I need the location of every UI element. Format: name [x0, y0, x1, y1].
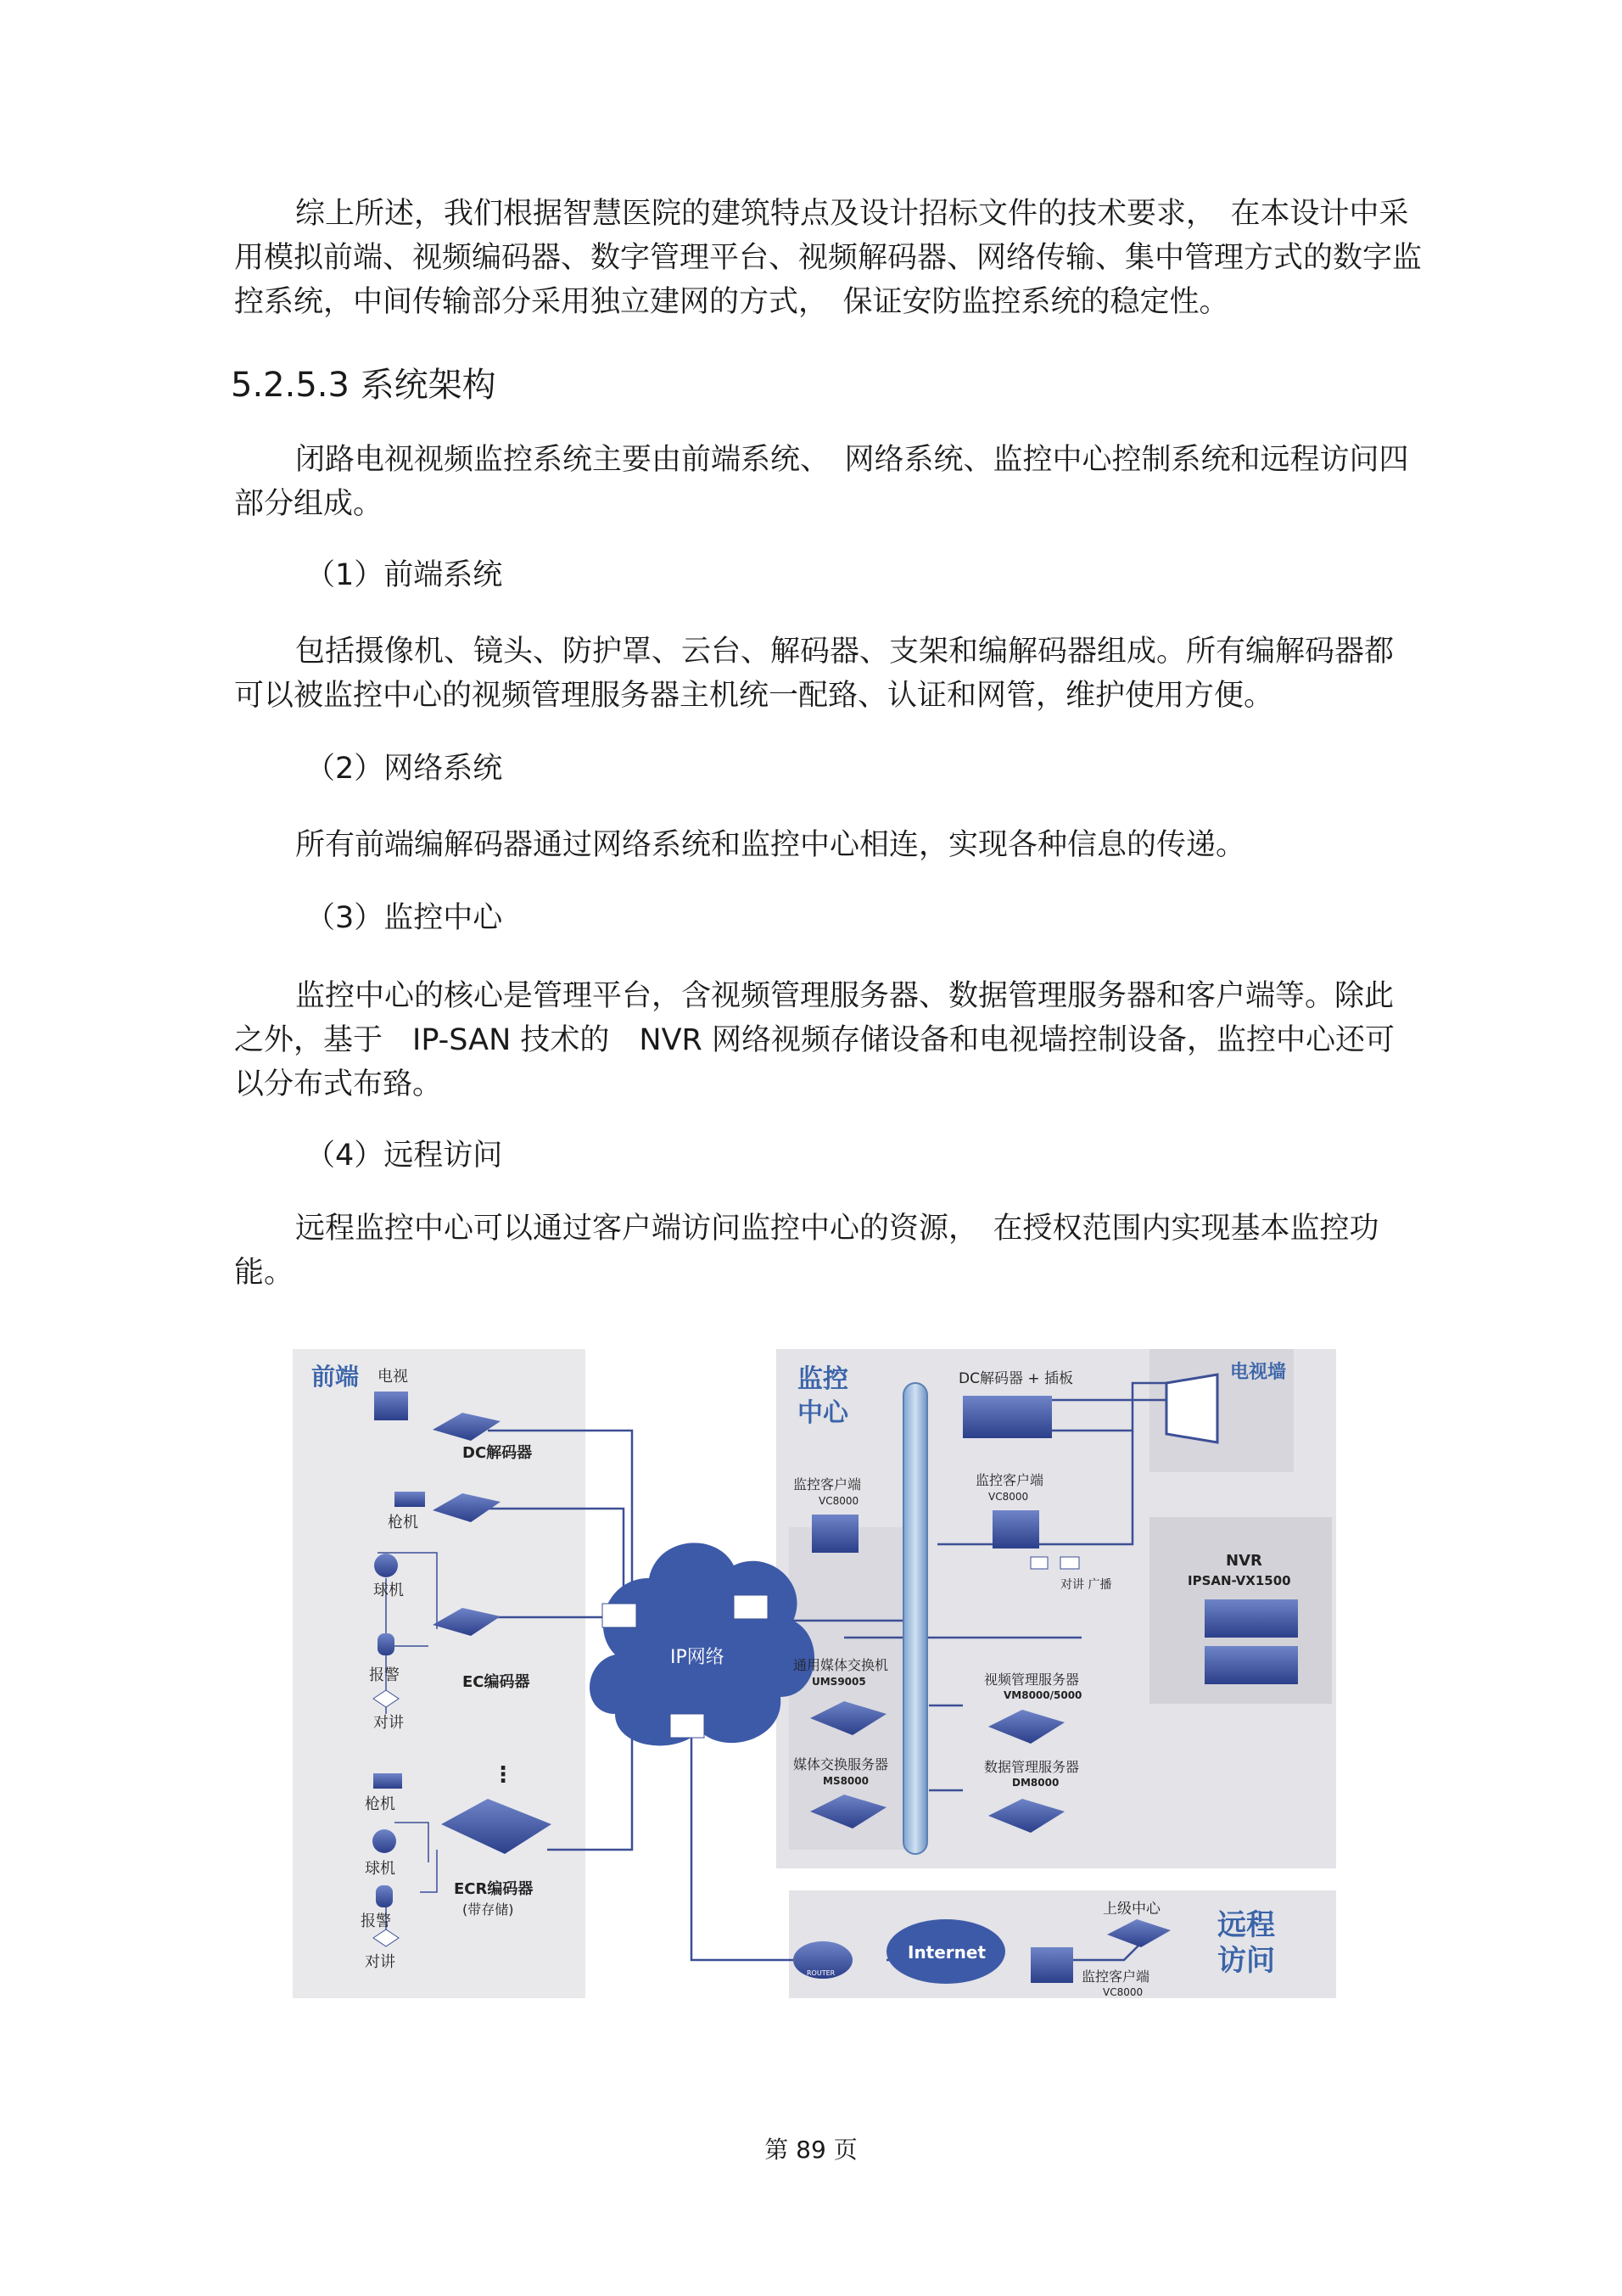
tv-icon	[374, 1392, 408, 1420]
dome-camera-icon	[374, 1554, 398, 1577]
internet-label: Internet	[908, 1942, 987, 1963]
ums-model: UMS9005	[812, 1676, 866, 1688]
paragraph-center: 监控中心的核心是管理平台，含视频管理服务器、数据管理服务器和客户端等。除此之外，基于 IP-SAN 技术的 NVR 网络视频存储设备和电视墙控制设备，监控中心还可以分布式布臵。	[234, 979, 1395, 1101]
vm-label: 视频管理服务器	[984, 1672, 1080, 1688]
gun-camera-icon-2	[373, 1773, 402, 1789]
frontend-title: 前端	[311, 1363, 360, 1391]
ip-network-label: IP网络	[670, 1647, 724, 1668]
tv-wall-title: 电视墙	[1230, 1362, 1287, 1383]
nvr-model: IPSAN-VX1500	[1188, 1573, 1291, 1588]
talk-broadcast-label: 对讲 广播	[1060, 1578, 1112, 1592]
subheading-center: （3）监控中心	[305, 901, 503, 935]
paragraph-architecture: 闭路电视视频监控系统主要由前端系统、 网络系统、监控中心控制系统和远程访问四部分组成。	[234, 443, 1409, 521]
center-title-1: 监控	[797, 1364, 848, 1394]
remote-client-label: 监控客户端	[1082, 1968, 1150, 1985]
dome-label-1: 球机	[373, 1582, 404, 1599]
dc-decoder-label: DC解码器	[462, 1444, 533, 1462]
client-monitor-icon-1	[812, 1515, 859, 1553]
intro-paragraph: 综上所述，我们根据智慧医院的建筑特点及设计招标文件的技术要求， 在本设计中采用模拟前端、视频编码器、数字管理平台、视频解码器、网络传输、集中管理方式的数字监控系统，中间传输部分采用独立建网的方式， 保证安防监控系统的稳定性。	[234, 197, 1423, 319]
nvr-label: NVR	[1226, 1552, 1262, 1570]
paragraph-remote: 远程监控中心可以通过客户端访问监控中心的资源， 在授权范围内实现基本监控功能。	[234, 1212, 1379, 1290]
intercom-label-2: 对讲	[365, 1953, 395, 1971]
subheading-frontend: （1）前端系统	[305, 558, 503, 592]
remote-title-2: 访问	[1217, 1944, 1275, 1978]
remote-client-model: VC8000	[1103, 1986, 1144, 1998]
dc-decoder-board-label: DC解码器 + 插板	[959, 1370, 1074, 1387]
ec-encoder-label: EC编码器	[462, 1673, 530, 1691]
center-title-2: 中心	[797, 1398, 848, 1428]
router-label: ROUTER	[807, 1969, 836, 1977]
client-label-2: 监控客户端	[976, 1472, 1044, 1488]
paragraph-frontend: 包括摄像机、镜头、防护罩、云台、解码器、支架和编解码器组成。所有编解码器都可以被监控中心的视频管理服务器主机统一配臵、认证和网管，维护使用方便。	[234, 635, 1395, 713]
ums-label: 通用媒体交换机	[793, 1657, 889, 1673]
client-model-2: VC8000	[988, 1491, 1029, 1503]
paragraph-network: 所有前端编解码器通过网络系统和监控中心相连，实现各种信息的传递。	[295, 828, 1246, 862]
system-architecture-diagram	[293, 1349, 1345, 2011]
gun-label-1: 枪机	[388, 1514, 418, 1532]
upper-center-label: 上级中心	[1103, 1901, 1161, 1918]
dome-camera-icon-2	[372, 1829, 396, 1853]
frontend-panel	[293, 1349, 585, 1998]
nvr-storage-icon-1	[1205, 1599, 1298, 1638]
intercom-label-1: 对讲	[373, 1714, 404, 1732]
more-dots: ⋮	[492, 1762, 514, 1788]
tv-label: 电视	[378, 1368, 408, 1386]
tv-wall-icon	[1166, 1375, 1217, 1442]
alarm-label-2: 报警	[361, 1912, 391, 1930]
client-monitor-icon-2	[993, 1510, 1039, 1548]
vm-model: VM8000/5000	[1004, 1689, 1082, 1701]
section-heading: 5.2.5.3 系统架构	[231, 366, 496, 405]
ms-model: MS8000	[823, 1775, 869, 1787]
subheading-network: （2）网络系统	[305, 752, 503, 786]
dome-label-2: 球机	[365, 1860, 395, 1878]
intercom-device-icon	[1031, 1557, 1048, 1569]
page-number: 第 89 页	[764, 2136, 858, 2164]
client-label-1: 监控客户端	[793, 1476, 862, 1492]
broadcast-device-icon	[1060, 1557, 1079, 1569]
gun-camera-icon	[394, 1492, 425, 1507]
alarm-icon-2	[376, 1885, 393, 1907]
dc-decoder-board-icon	[963, 1396, 1052, 1438]
ms-label: 媒体交换服务器	[793, 1756, 889, 1772]
ecr-encoder-sub: (带存储)	[462, 1901, 514, 1918]
subheading-remote: （4）远程访问	[305, 1139, 503, 1173]
dm-label: 数据管理服务器	[984, 1759, 1080, 1775]
remote-title-1: 远程	[1217, 1908, 1275, 1942]
remote-client-icon	[1031, 1947, 1073, 1983]
alarm-label-1: 报警	[369, 1666, 400, 1684]
nvr-storage-icon-2	[1205, 1646, 1298, 1684]
client-model-1: VC8000	[819, 1495, 859, 1507]
gun-label-2: 枪机	[365, 1795, 395, 1813]
alarm-icon	[378, 1633, 394, 1655]
dm-model: DM8000	[1012, 1777, 1060, 1789]
switch-backbone	[903, 1383, 927, 1854]
ecr-encoder-label: ECR编码器	[454, 1880, 534, 1898]
